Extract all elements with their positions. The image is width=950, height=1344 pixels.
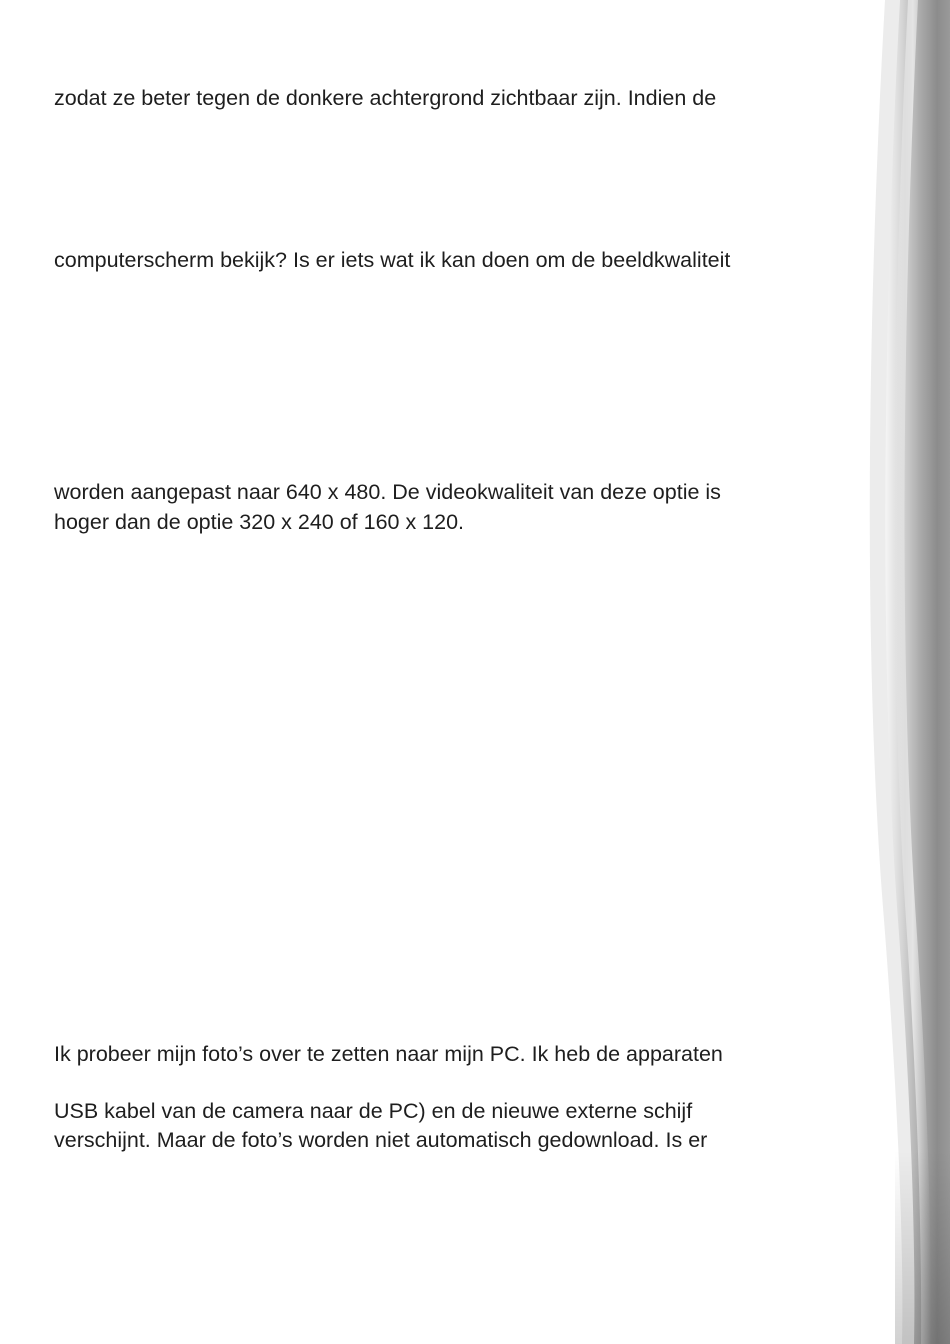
text-line-5: Ik probeer mijn foto’s over te zetten naar mijn PC. Ik heb de apparaten (54, 1042, 723, 1066)
text-line-7: verschijnt. Maar de foto’s worden niet automatisch gedownload. Is er (54, 1128, 708, 1152)
text-line-6: USB kabel van de camera naar de PC) en de nieuwe externe schijf (54, 1099, 693, 1123)
text-line-1: zodat ze beter tegen de donkere achtergrond zichtbaar zijn. Indien de (54, 86, 717, 110)
text-line-4: hoger dan de optie 320 x 240 of 160 x 120. (54, 510, 465, 534)
text-line-2: computerscherm bekijk? Is er iets wat ik kan doen om de beeldkwaliteit (54, 248, 731, 272)
text-line-3: worden aangepast naar 640 x 480. De videokwaliteit van deze optie is (54, 480, 721, 504)
